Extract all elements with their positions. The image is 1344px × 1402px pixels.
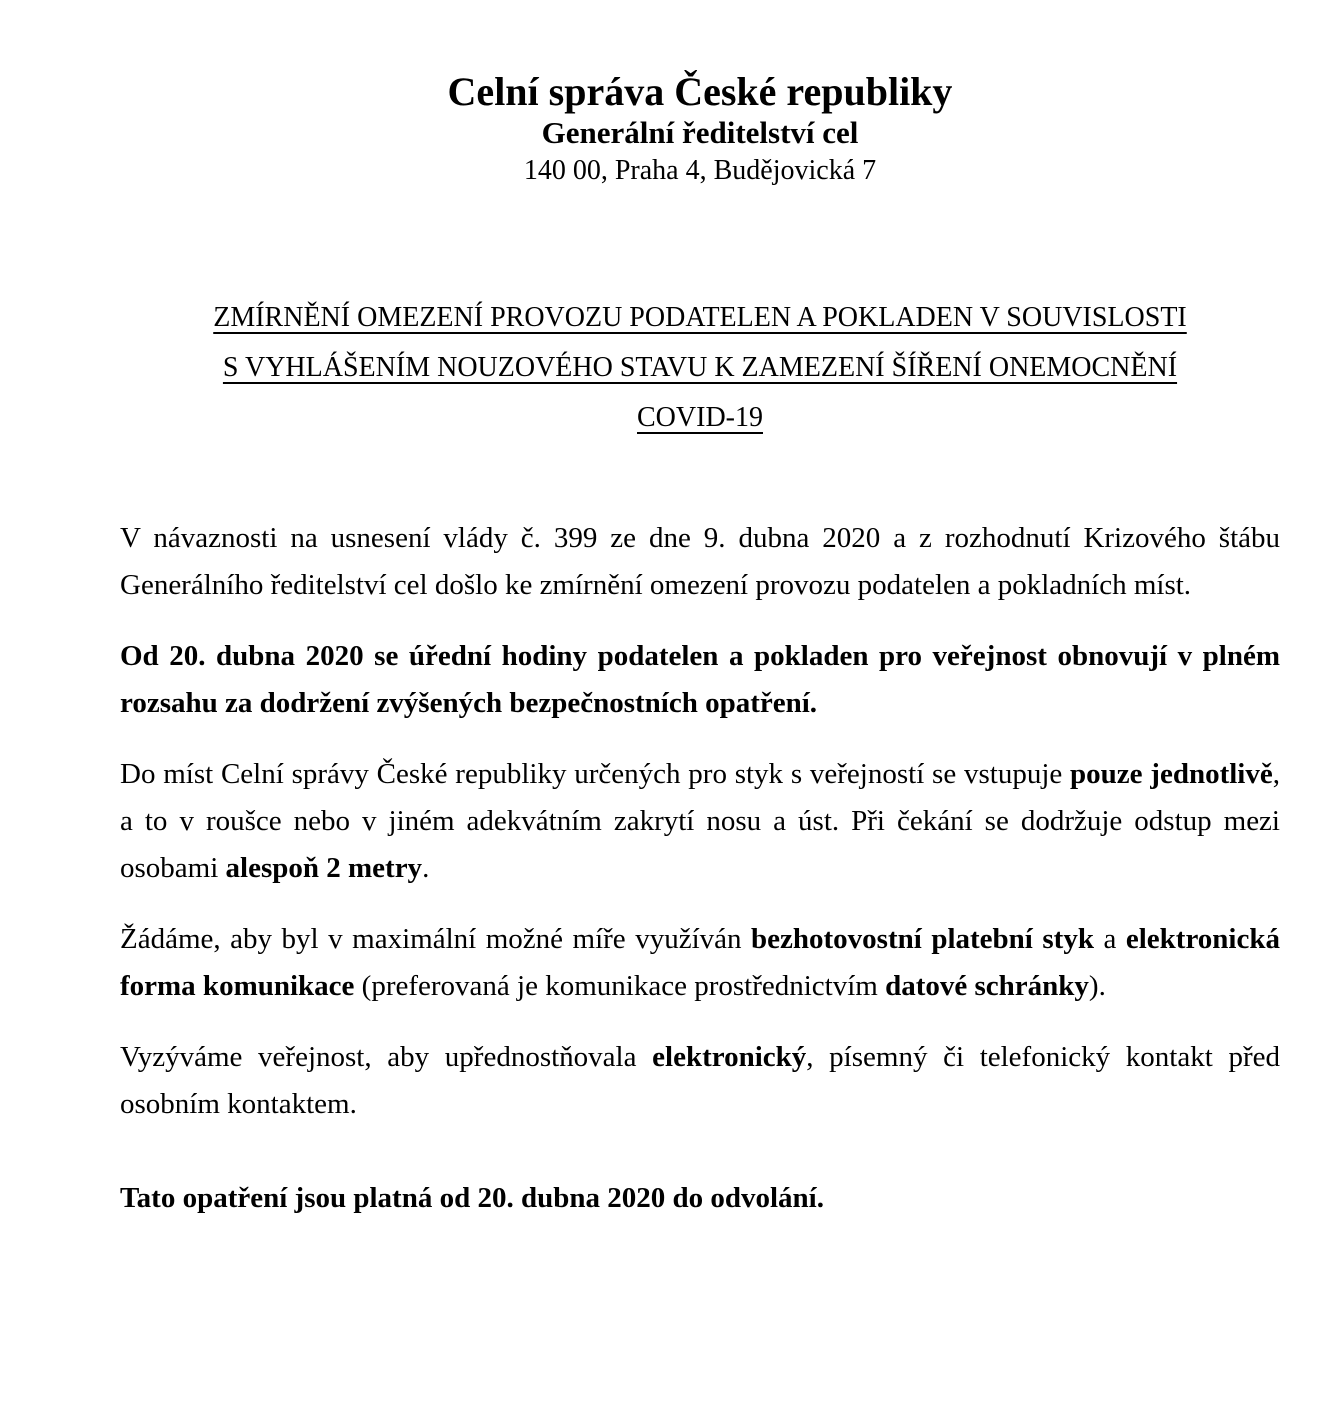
title-line-1: ZMÍRNĚNÍ OMEZENÍ PROVOZU PODATELEN A POKLADEN V SOUVISLOSTI: [213, 301, 1187, 333]
paragraph-payment-preference: [120, 916, 1280, 1010]
paragraph-contact-preference: [120, 1034, 1280, 1128]
bold-text-run: Od 20. dubna 2020 se úřední hodiny podatelen a pokladen pro veřejnost obnovují v plném rozsahu za dodržení zvýšených bezpečnostních opatření.: [120, 639, 1280, 719]
text-run: Do míst Celní správy České republiky určených pro styk s veřejností se vstupuje: [120, 757, 1071, 790]
paragraph-intro: [120, 515, 1280, 609]
bold-text-run: Tato opatření jsou platná od 20. dubna 2020 do odvolání.: [120, 1181, 824, 1214]
paragraph-entry-rules: [120, 751, 1280, 892]
title-line-2: S VYHLÁŠENÍM NOUZOVÉHO STAVU K ZAMEZENÍ ŠÍŘENÍ ONEMOCNĚNÍ: [222, 351, 1178, 383]
bold-text-run: elektronický: [652, 1040, 807, 1073]
text-run: V návaznosti na usnesení vlády č. 399 ze dne 9. dubna 2020 a z rozhodnutí Krizového štábu Generálního ředitelství cel došlo ke zmírnění omezení provozu podatelen a pokladních míst.: [120, 521, 1280, 601]
bold-text-run: datové schránky: [885, 969, 1089, 1002]
paragraph-reopening: [120, 633, 1280, 727]
text-run: , písemný či telefonický kontakt před osobním kontaktem.: [120, 1040, 1280, 1120]
document-body: [120, 515, 1280, 1222]
document-title: [120, 293, 1280, 443]
organization-name: Celní správa České republiky: [447, 69, 953, 114]
text-run: ).: [1088, 969, 1106, 1002]
bold-text-run: elektronická forma komunikace: [120, 922, 1280, 1002]
text-run: a: [1093, 922, 1126, 955]
text-run: Vyzýváme veřejnost, aby upřednostňovala: [120, 1040, 653, 1073]
letterhead: [120, 68, 1280, 187]
paragraph-validity: [120, 1175, 1280, 1222]
department-name: Generální ředitelství cel: [541, 115, 859, 151]
organization-address: 140 00, Praha 4, Budějovická 7: [523, 154, 877, 186]
text-run: .: [422, 851, 430, 884]
title-line-3: COVID-19: [637, 401, 763, 433]
text-run: , a to v roušce nebo v jiném adekvátním zakrytí nosu a úst. Při čekání se dodržuje odstup mezi osobami: [120, 757, 1280, 884]
text-run: (preferovaná je komunikace prostřednictvím: [354, 969, 886, 1002]
bold-text-run: alespoň 2 metry: [225, 851, 423, 884]
text-run: Žádáme, aby byl v maximální možné míře využíván: [120, 922, 752, 955]
bold-text-run: pouze jednotlivě: [1070, 757, 1273, 790]
bold-text-run: bezhotovostní platební styk: [751, 922, 1094, 955]
